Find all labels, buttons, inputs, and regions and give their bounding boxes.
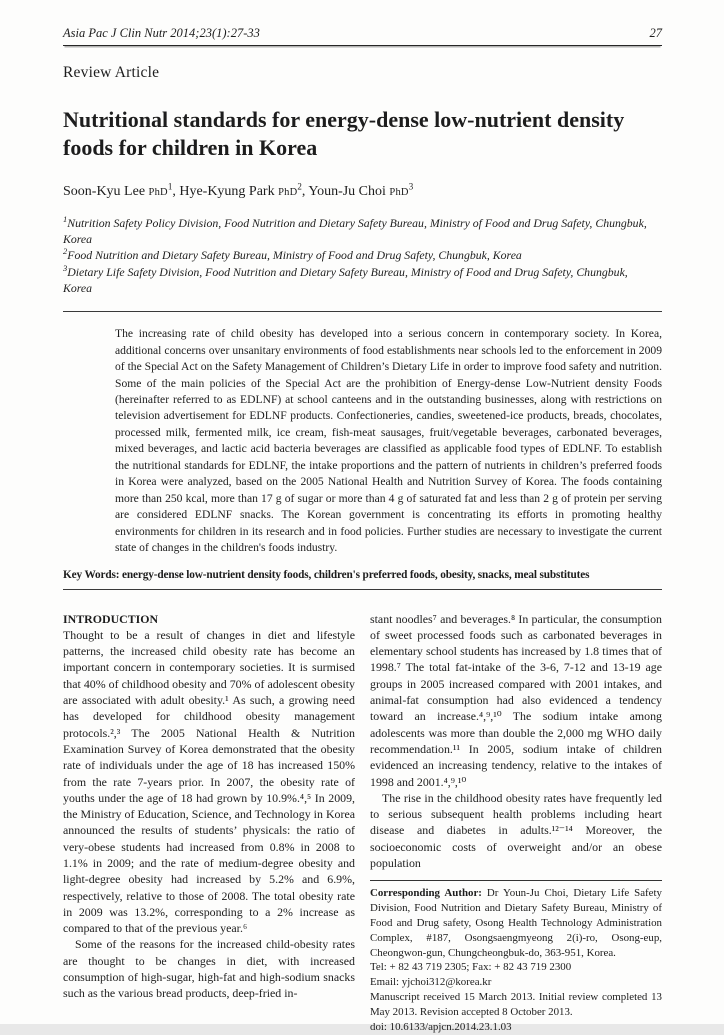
- author-affiliation-marker: 2: [297, 181, 302, 192]
- author-name: Youn-Ju Choi: [308, 183, 390, 199]
- affiliation-text: Food Nutrition and Dietary Safety Bureau, Ministry of Food and Drug Safety, Chungbuk, Korea: [67, 248, 522, 263]
- author-degree: PhD: [148, 186, 168, 198]
- affiliation-text: Nutrition Safety Policy Division, Food Nutrition and Dietary Safety Bureau, Ministry of Food and Drug Safety, Chungbuk, Korea: [63, 215, 647, 247]
- left-column: [63, 611, 355, 1035]
- tel-fax-line: Tel: + 82 43 719 2305; Fax: + 82 43 719 2300: [370, 961, 572, 974]
- abstract-text: The increasing rate of child obesity has developed into a serious concern in contemporary society. In Korea, additional concerns over unsanitary environments of food establishments near schools led to the enforcement in 2009 of the Special Act on the Safety Management of Children’s Dietary Life in order to improve food safety and nutrition. Some of the main policies of the Special Act are the prohibition of Energy-dense Low-Nutrient density Foods (hereinafter referred to as EDLNF) at school canteens and in the outstanding businesses, along with restrictions on television advertisement for EDLNF products. Confectioneries, candies, sweetened-ice products, breads, chocolates, processed milk, fermented milk, ice cream, fish-meat sausages, fruit/vegetable beverages, carbonated beverages, mixed beverages, and lactic acid bacteria beverages are classified as applicable food types of EDLNF. To establish the nutritional standards for EDLNF, the intake proportions and the pattern of nutrients in children’s preferred foods in Korea were analyzed, based on the 2005 National Health and Nutrition Survey of Korea. The foods containing more than 250 kcal, more than 17 g of sugar or more than 4 g of saturated fat and less than 2 g of protein per serving are considered EDLNF snacks. The Korean government is concentrating its efforts in promoting healthy environments for children in its research and in food policies. Further studies are necessary to investigate the current state of changes in the children's foods industry.: [115, 327, 662, 555]
- article-title: Nutritional standards for energy-dense low-nutrient density foods for children in Korea: [63, 107, 625, 160]
- affiliation-marker: 2: [63, 246, 68, 257]
- affiliations-block: [63, 215, 648, 296]
- manuscript-dates: Manuscript received 15 March 2013. Initial review completed 13 May 2013. Revision accepted 8 October 2013.: [370, 991, 662, 1018]
- author-name: Soon-Kyu Lee: [63, 183, 149, 199]
- keywords-line: [63, 569, 662, 581]
- author-degree: PhD: [389, 186, 409, 198]
- body-paragraph: Thought to be a result of changes in diet and lifestyle patterns, the increased child obesity rate has become an important concern in contemporary societies. It is surmised that 40% of childhood obesity and 70% of adolescent obesity are associated with adult obesity.¹ As such, a growing need has developed for childhood obesity management protocols.²,³ The 2005 National Health & Nutrition Examination Survey of Korea demonstrated that the obesity rate of individuals under the age of 18 has increased 150% from the rate 7-years prior. In 2007, the obesity rate of youths under the age of 18 had grown by 10.9%.⁴,⁵ In 2009, the Ministry of Education, Science, and Technology in Korea announced the results of students’ physicals: the ratio of very-obese students had increased from 0.8% in 2008 to 1.1% in 2009; and the rate of medium-degree obesity and light-degree obesity had increased by 5.2% and 6.9%, respectively, relative to those of 2008. The total obesity rate in 2009 was 13.2%, corresponding to a 2% increase as compared to that of the previous year.⁶: [63, 627, 355, 936]
- corresponding-author-address: [370, 886, 662, 960]
- corresponding-author-text: Dr Youn-Ju Choi, Dietary Life Safety Division, Food Nutrition and Dietary Safety Bureau, Ministry of Food and Drug safety, Osong Health Technology Administration Complex, #187, Osongsaengmyeong 2(i)-ro, Osong-eup, Cheongwon-gun, Chungcheongbuk-do, 363-951, Korea.: [370, 887, 662, 959]
- corresponding-author-footnote: [370, 880, 662, 1034]
- affiliation-marker: 1: [63, 213, 68, 224]
- divider-above-abstract: [63, 311, 662, 312]
- author-affiliation-marker: 1: [167, 181, 173, 192]
- email-line: Email: yjchoi312@korea.kr: [370, 976, 492, 989]
- two-column-body: [63, 611, 662, 1035]
- article-type-label: Review Article: [63, 64, 160, 81]
- affiliation-marker: 3: [63, 262, 68, 273]
- body-paragraph: stant noodles⁷ and beverages.⁸ In particular, the consumption of sweet processed foods such as carbonated beverages in elementary school students has increased by 1.8 times that of 1998.⁷ The total fat-intake of the 3-6, 7-12 and 13-19 age groups in 2005 increased compared with 2001 intakes, and animal-fat consumption had also evidenced a tendency toward an increase.⁴,⁹,¹⁰ The sodium intake among adolescents was more than double the 2,000 mg WHO daily recommendation.¹¹ In 2005, sodium intake of children evidenced an increasing tendency, relative to the intakes of 1998 and 2001.⁴,⁹,¹⁰: [370, 611, 662, 789]
- affiliation-line: [63, 247, 648, 263]
- body-paragraph: Some of the reasons for the increased child-obesity rates are thought to be changes in diet, with increased consumption of high-sugar, high-fat and high-sodium snacks such as the various bread products, deep-fried in-: [63, 937, 355, 1001]
- keywords-text: energy-dense low-nutrient density foods, children's preferred foods, obesity, snacks, meal substitutes: [119, 568, 590, 581]
- journal-reference: Asia Pac J Clin Nutr 2014;23(1):27-33: [63, 26, 260, 40]
- body-paragraph: The rise in the childhood obesity rates have frequently led to serious subsequent health problems including heart disease and diabetes in adults.¹²⁻¹⁴ Moreover, the socioeconomic costs of overweight and/or an obese population: [370, 790, 662, 870]
- author-separator: ,: [301, 183, 309, 199]
- corresponding-author-label: Corresponding Author:: [370, 887, 482, 900]
- section-heading-introduction: INTRODUCTION: [63, 611, 159, 626]
- author-separator: ,: [172, 183, 180, 199]
- divider-below-keywords: [63, 589, 662, 590]
- affiliation-text: Dietary Life Safety Division, Food Nutrition and Dietary Safety Bureau, Ministry of Food and Drug Safety, Chungbuk, Korea: [63, 264, 628, 295]
- doi-line: doi: 10.6133/apjcn.2014.23.1.03: [370, 1020, 512, 1033]
- page-header: [63, 26, 662, 46]
- affiliation-line: [63, 215, 648, 248]
- page-number: 27: [649, 26, 662, 40]
- author-name: Hye-Kyung Park: [179, 183, 279, 199]
- author-degree: PhD: [278, 186, 298, 198]
- author-affiliation-marker: 3: [408, 181, 414, 192]
- author-line: [63, 181, 662, 200]
- keywords-label: Key Words:: [63, 568, 120, 581]
- right-column: [370, 611, 662, 1035]
- affiliation-line: [63, 264, 648, 297]
